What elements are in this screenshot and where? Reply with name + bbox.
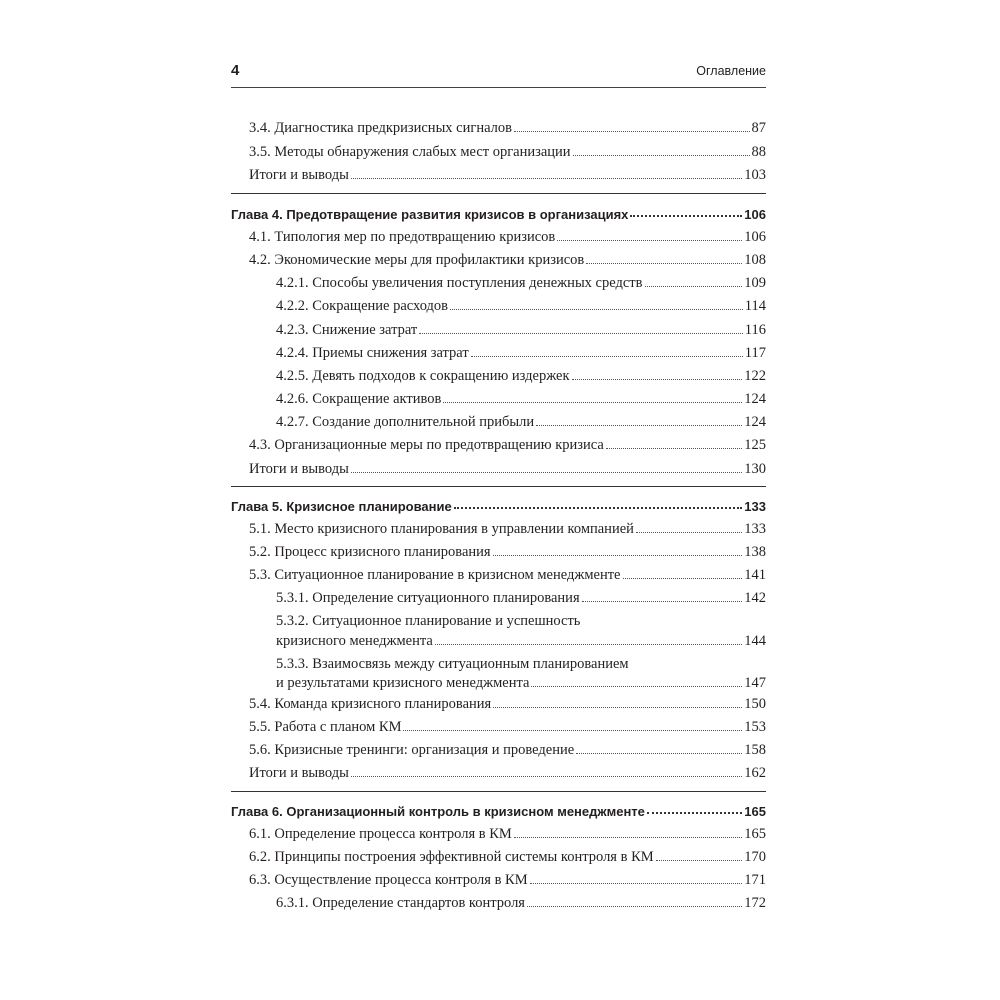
toc-entry-title: 4.1. Типология мер по предотвращению кризисов	[249, 229, 556, 245]
toc-entry-page: 165	[744, 826, 766, 842]
toc-subentry	[276, 586, 766, 607]
toc-entry	[249, 692, 766, 713]
toc-chapter-entry	[231, 201, 766, 222]
toc-entry-page: 142	[744, 590, 766, 606]
toc-entry	[249, 116, 766, 137]
dot-leader	[514, 837, 742, 838]
dot-leader	[573, 155, 750, 156]
toc-entry-page: 117	[744, 345, 766, 361]
toc-entry-page: 138	[744, 544, 766, 560]
toc-subentry	[276, 629, 766, 650]
toc-chapter-title: Глава 6. Организационный контроль в кризисном менеджменте	[231, 804, 645, 819]
running-head	[231, 62, 766, 84]
toc-subentry	[276, 341, 766, 362]
toc-entry-title: 4.2.4. Приемы снижения затрат	[276, 345, 469, 361]
dot-leader	[530, 883, 743, 884]
toc-subentry	[276, 271, 766, 292]
dot-leader	[531, 686, 742, 687]
toc-entry-title: 4.2. Экономические меры для профилактики кризисов	[249, 252, 585, 268]
toc-entry-page: 106	[744, 229, 766, 245]
dot-leader	[630, 215, 742, 217]
toc-entry-page: 116	[744, 322, 766, 338]
dot-leader	[419, 333, 743, 334]
toc-chapter-entry	[231, 493, 766, 514]
toc-entry	[249, 517, 766, 538]
chapter-rule	[231, 791, 766, 792]
dot-leader	[582, 601, 743, 602]
toc-subentry	[276, 891, 766, 912]
toc-entry-title: 5.3. Ситуационное планирование в кризисном менеджменте	[249, 567, 621, 583]
toc-entry-title: 4.3. Организационные меры по предотвращению кризиса	[249, 437, 604, 453]
toc-subentry	[276, 364, 766, 385]
toc-subentry-first-line	[276, 652, 629, 673]
toc-entry-title: 4.2.1. Способы увеличения поступления денежных средств	[276, 275, 643, 291]
dot-leader	[443, 402, 742, 403]
toc-entry	[249, 540, 766, 561]
toc-entry-title: 6.3.1. Определение стандартов контроля	[276, 895, 525, 911]
dot-leader	[351, 472, 742, 473]
toc-entry	[249, 845, 766, 866]
running-title: Оглавление	[696, 64, 766, 78]
dot-leader	[471, 356, 743, 357]
dot-leader	[454, 507, 743, 509]
toc-entry-title: 6.2. Принципы построения эффективной системы контроля в КМ	[249, 849, 654, 865]
toc-entry-title: 5.2. Процесс кризисного планирования	[249, 544, 491, 560]
toc-entry-page: 87	[751, 120, 766, 136]
dot-leader	[586, 263, 742, 264]
toc-entry-page: 109	[744, 275, 766, 291]
toc-entry-page: 103	[744, 167, 766, 183]
toc-entry-title: 5.3.1. Определение ситуационного планирования	[276, 590, 580, 606]
toc-entry-page: 88	[751, 144, 766, 160]
toc-entry-page: 124	[744, 414, 766, 430]
toc-entry-title: 5.1. Место кризисного планирования в управлении компанией	[249, 521, 634, 537]
dot-leader	[351, 776, 742, 777]
toc-entry	[249, 761, 766, 782]
toc-entry-page: 122	[744, 368, 766, 384]
toc-entry	[249, 433, 766, 454]
toc-entry-page: 150	[744, 696, 766, 712]
toc-subentry	[276, 387, 766, 408]
toc-entry-title: 3.5. Методы обнаружения слабых мест организации	[249, 144, 571, 160]
toc-entry	[249, 457, 766, 478]
toc-entry	[249, 868, 766, 889]
toc-entry-title-line1: 5.3.2. Ситуационное планирование и успешность	[276, 613, 581, 629]
dot-leader	[450, 309, 743, 310]
dot-leader	[514, 131, 750, 132]
page-number: 4	[231, 62, 240, 79]
dot-leader	[493, 555, 743, 556]
toc-entry-page: 171	[744, 872, 766, 888]
toc-entry-title: 4.2.7. Создание дополнительной прибыли	[276, 414, 535, 430]
toc-entry	[249, 715, 766, 736]
toc-entry-page: 130	[744, 461, 766, 477]
toc-entry-title: 4.2.3. Снижение затрат	[276, 322, 418, 338]
toc-entry-page: 133	[744, 521, 766, 537]
toc-entry-title: 4.2.5. Девять подходов к сокращению издержек	[276, 368, 570, 384]
toc-entry-page: 162	[744, 765, 766, 781]
toc-entry-page: 125	[744, 437, 766, 453]
header-rule	[231, 87, 766, 88]
dot-leader	[403, 730, 742, 731]
toc-chapter-page: 106	[744, 207, 766, 222]
chapter-rule	[231, 193, 766, 194]
toc-entry	[249, 225, 766, 246]
dot-leader	[656, 860, 743, 861]
toc-entry-page: 158	[744, 742, 766, 758]
dot-leader	[351, 178, 742, 179]
toc-entry-title: 4.2.2. Сокращение расходов	[276, 298, 449, 314]
dot-leader	[435, 644, 742, 645]
toc-entry-page: 172	[744, 895, 766, 911]
toc-chapter-page: 133	[744, 499, 766, 514]
toc-chapter-page: 165	[744, 804, 766, 819]
toc-entry	[249, 163, 766, 184]
dot-leader	[493, 707, 742, 708]
toc-entry-title: Итоги и выводы	[249, 765, 349, 781]
dot-leader	[647, 812, 742, 814]
toc-entry-title: 5.5. Работа с планом КМ	[249, 719, 402, 735]
dot-leader	[606, 448, 742, 449]
toc-entry	[249, 738, 766, 759]
toc-subentry	[276, 294, 766, 315]
dot-leader	[572, 379, 743, 380]
toc-entry-title: кризисного менеджмента	[276, 633, 433, 649]
toc-entry-title: 6.3. Осуществление процесса контроля в КМ	[249, 872, 528, 888]
toc-entry-title: и результатами кризисного менеджмента	[276, 675, 530, 691]
dot-leader	[623, 578, 743, 579]
toc-entry	[249, 822, 766, 843]
toc-subentry	[276, 318, 766, 339]
toc-entry-page: 147	[744, 675, 766, 691]
toc-entry-page: 108	[744, 252, 766, 268]
toc-entry	[249, 248, 766, 269]
toc-chapter-title: Глава 5. Кризисное планирование	[231, 499, 452, 514]
toc-entry-title-line1: 5.3.3. Взаимосвязь между ситуационным планированием	[276, 656, 629, 672]
toc-entry-title: Итоги и выводы	[249, 167, 349, 183]
dot-leader	[645, 286, 743, 287]
toc-entry-page: 153	[744, 719, 766, 735]
toc-subentry-first-line	[276, 609, 580, 630]
toc-entry-title: 3.4. Диагностика предкризисных сигналов	[249, 120, 512, 136]
toc-subentry	[276, 671, 766, 692]
toc-chapter-title: Глава 4. Предотвращение развития кризисов в организациях	[231, 207, 629, 222]
toc-entry-title: 5.4. Команда кризисного планирования	[249, 696, 492, 712]
toc-entry-title: 5.6. Кризисные тренинги: организация и проведение	[249, 742, 575, 758]
chapter-rule	[231, 486, 766, 487]
toc-entry	[249, 563, 766, 584]
toc-subentry	[276, 410, 766, 431]
dot-leader	[557, 240, 742, 241]
dot-leader	[527, 906, 742, 907]
dot-leader	[536, 425, 742, 426]
dot-leader	[576, 753, 742, 754]
toc-entry-page: 114	[744, 298, 766, 314]
dot-leader	[636, 532, 742, 533]
toc-entry-page: 144	[744, 633, 766, 649]
toc-chapter-entry	[231, 798, 766, 819]
toc-entry-title: 6.1. Определение процесса контроля в КМ	[249, 826, 512, 842]
toc-entry-page: 141	[744, 567, 766, 583]
toc-entry-title: 4.2.6. Сокращение активов	[276, 391, 442, 407]
toc-entry-page: 124	[744, 391, 766, 407]
toc-entry-title: Итоги и выводы	[249, 461, 349, 477]
toc-entry	[249, 140, 766, 161]
toc-entry-page: 170	[744, 849, 766, 865]
